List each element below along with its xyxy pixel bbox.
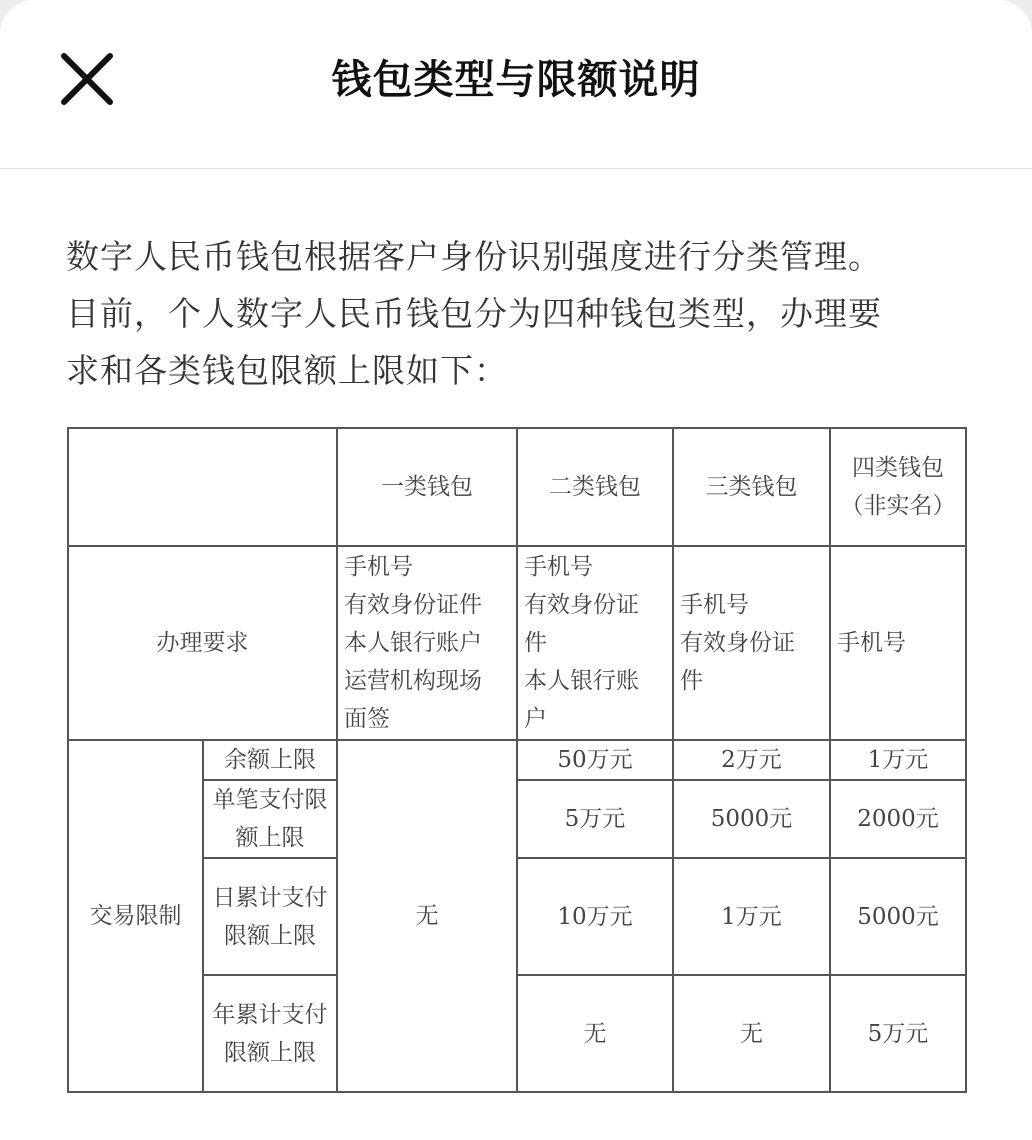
table-header-row bbox=[68, 428, 966, 546]
limits-group-label: 交易限制 bbox=[68, 740, 203, 1092]
intro-line: 求和各类钱包限额上限如下： bbox=[66, 351, 508, 390]
intro-line: 数字人民币钱包根据客户身份识别强度进行分类管理。 bbox=[66, 237, 882, 276]
limit-label: 日累计支付限额上限 bbox=[203, 858, 337, 975]
limit-value-type4: 5万元 bbox=[830, 975, 966, 1092]
requirements-label: 办理要求 bbox=[68, 546, 337, 740]
requirement-line: 有效身份证 bbox=[680, 630, 795, 656]
requirements-type2 bbox=[517, 546, 673, 740]
limit-value-type3: 5000元 bbox=[673, 780, 830, 858]
requirements-type1 bbox=[337, 546, 517, 740]
limit-value-type4: 1万元 bbox=[830, 740, 966, 780]
requirement-line: 有效身份证 bbox=[524, 592, 639, 618]
requirements-type3 bbox=[673, 546, 830, 740]
limit-label: 余额上限 bbox=[203, 740, 337, 780]
limit-value-type3: 无 bbox=[673, 975, 830, 1092]
intro-text bbox=[66, 228, 971, 399]
requirement-line: 手机号 bbox=[524, 554, 593, 580]
table-corner-cell bbox=[68, 428, 337, 546]
limit-value-type4: 5000元 bbox=[830, 858, 966, 975]
limit-value-type2: 无 bbox=[517, 975, 673, 1092]
requirement-line: 有效身份证件 bbox=[344, 592, 482, 618]
requirement-line: 手机号 bbox=[344, 554, 413, 580]
limit-label: 单笔支付限额上限 bbox=[203, 780, 337, 858]
column-header-type2: 二类钱包 bbox=[517, 428, 673, 546]
table-row-limit bbox=[68, 780, 966, 858]
requirement-line: 本人银行账户 bbox=[344, 630, 482, 656]
table-row-limit bbox=[68, 740, 966, 780]
limit-value-type2: 50万元 bbox=[517, 740, 673, 780]
requirement-line: 件 bbox=[524, 630, 547, 656]
column-header-type1: 一类钱包 bbox=[337, 428, 517, 546]
requirement-line: 运营机构现场 bbox=[344, 668, 482, 694]
limit-value-type2: 10万元 bbox=[517, 858, 673, 975]
wallet-limits-table bbox=[67, 427, 967, 1093]
column-header-type3: 三类钱包 bbox=[673, 428, 830, 546]
requirement-line: 手机号 bbox=[680, 592, 749, 618]
limit-label: 年累计支付限额上限 bbox=[203, 975, 337, 1092]
page-title: 钱包类型与限额说明 bbox=[331, 57, 701, 103]
requirement-line: 面签 bbox=[344, 706, 390, 732]
table-row-limit bbox=[68, 858, 966, 975]
limit-value-type4: 2000元 bbox=[830, 780, 966, 858]
requirements-type4 bbox=[830, 546, 966, 740]
sheet-header bbox=[0, 0, 1032, 169]
table-row-limit bbox=[68, 975, 966, 1092]
requirement-line: 本人银行账 bbox=[524, 668, 639, 694]
limit-value-type3: 1万元 bbox=[673, 858, 830, 975]
requirement-line: 手机号 bbox=[837, 630, 906, 656]
requirement-line: 户 bbox=[524, 706, 547, 732]
requirement-line: 件 bbox=[680, 668, 703, 694]
limit-value-type2: 5万元 bbox=[517, 780, 673, 858]
limit-value-type3: 2万元 bbox=[673, 740, 830, 780]
limits-type1-value: 无 bbox=[337, 740, 517, 1092]
intro-line: 目前，个人数字人民币钱包分为四种钱包类型，办理要 bbox=[66, 294, 882, 333]
column-header-type4: 四类钱包（非实名） bbox=[830, 428, 966, 546]
table-row-requirements bbox=[68, 546, 966, 740]
